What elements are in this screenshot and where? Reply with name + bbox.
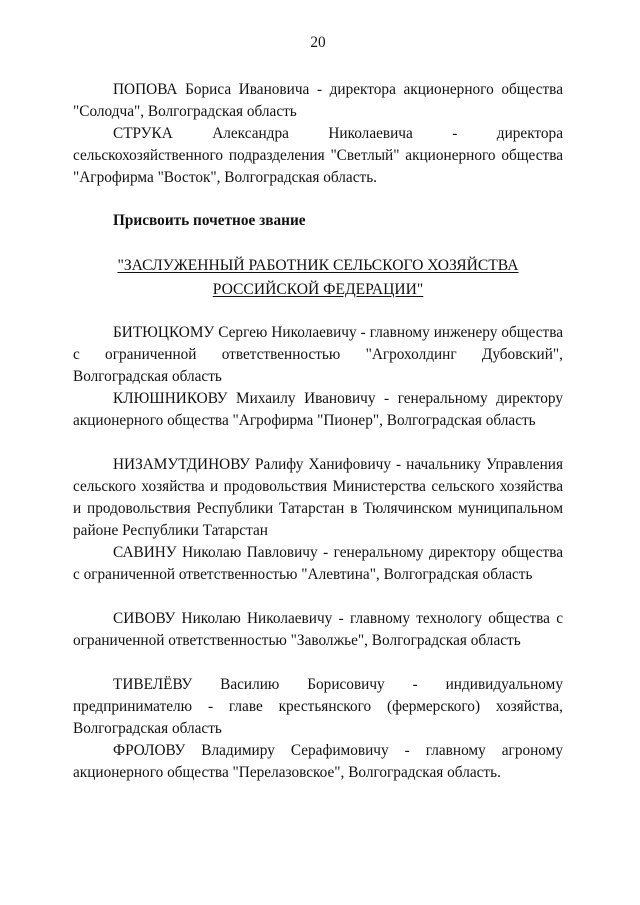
person-position: - главному инженеру общества с ограниченной ответственностью "Агрохолдинг Дубовский", Волгоградская область [73,324,564,385]
person-name: НИЗАМУТДИНОВУ Ралифу Ханифовичу [113,456,392,473]
award-entry [73,674,563,740]
person-name: ТИВЕЛЁВУ Василию Борисовичу [113,676,385,693]
person-position: - индивидуальному предпринимателю - главе крестьянского (фермерского) хозяйства, Волгоградская область [73,676,563,737]
person-position: - главному технологу общества с ограниченной ответственностью "Заволжье", Волгоградская область [73,610,563,649]
top-entry [73,79,563,123]
person-name: БИТЮЦКОМУ Сергею Николаевичу [113,324,357,341]
page-number: 20 [310,34,326,51]
top-entry [73,123,563,189]
person-name: ФРОЛОВУ Владимиру Серафимовичу [113,742,389,759]
person-name: СИВОВУ Николаю Николаевичу [113,610,333,627]
award-entry [73,608,563,652]
person-position: - директора сельскохозяйственного подразделения "Светлый" акционерного общества "Агрофирма "Восток", Волгоградская область. [73,125,563,186]
award-title-line-1: "ЗАСЛУЖЕННЫЙ РАБОТНИК СЕЛЬСКОГО ХОЗЯЙСТВА [117,257,519,274]
award-title [73,254,563,302]
award-title-line-2: РОССИЙСКОЙ ФЕДЕРАЦИИ" [212,281,424,298]
award-directive: Присвоить почетное звание [113,212,306,229]
person-position: - начальнику Управления сельского хозяйства и продовольствия Министерства сельского хозяйства и продовольствия Республики Татарстан в Тюлячинском муниципальном районе Республики Татарстан [73,456,563,539]
person-position: - генеральному директору акционерного общества "Агрофирма "Пионер", Волгоградская область [73,390,563,429]
person-name: СТРУКА Александра Николаевича [113,125,413,142]
person-name: ПОПОВА Бориса Ивановича [113,81,310,98]
person-name: САВИНУ Николаю Павловичу [113,544,318,561]
person-position: - главному агроному акционерного общества "Перелазовское", Волгоградская область. [73,742,563,781]
award-entry [73,388,563,432]
award-entry [73,454,563,542]
award-entry [73,542,563,586]
person-position: - генеральному директору общества с ограниченной ответственностью "Алевтина", Волгоградская область [73,544,563,583]
award-entry [73,740,563,784]
award-entry [73,322,563,388]
person-position: - директора акционерного общества "Солодча", Волгоградская область [73,81,563,120]
person-name: КЛЮШНИКОВУ Михаилу Ивановичу [113,390,376,407]
